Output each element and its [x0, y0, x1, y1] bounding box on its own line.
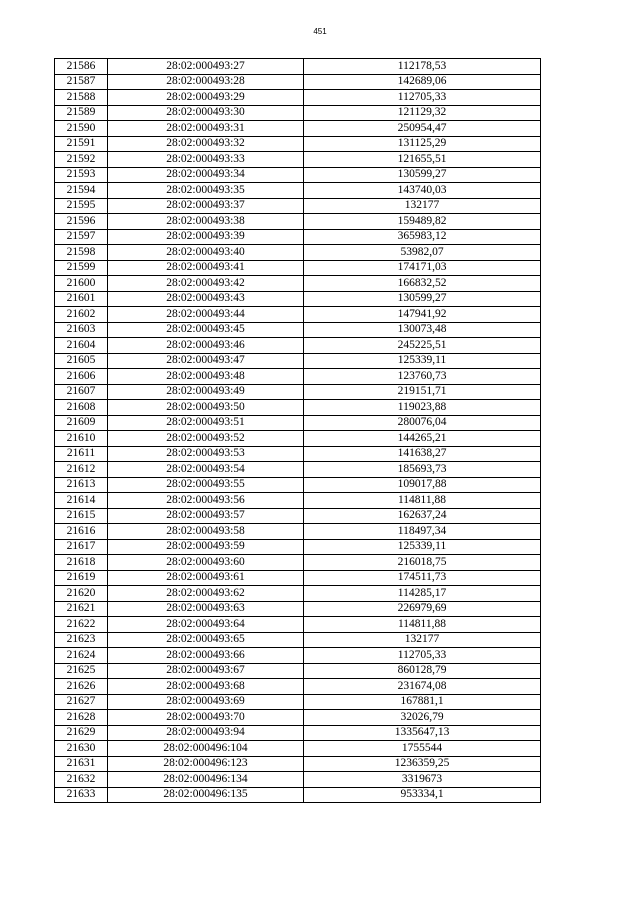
- table-row: [55, 462, 541, 478]
- table-row: [55, 245, 541, 261]
- value-cell: 112705,33: [304, 90, 541, 106]
- value-cell: 143740,03: [304, 183, 541, 199]
- row-number-cell: 21629: [55, 725, 108, 741]
- row-number-cell: 21623: [55, 632, 108, 648]
- row-number-cell: 21615: [55, 508, 108, 524]
- value-cell: 166832,52: [304, 276, 541, 292]
- value-cell: 1236359,25: [304, 756, 541, 772]
- cadastral-number-cell: 28:02:000493:60: [108, 555, 304, 571]
- value-cell: 125339,11: [304, 353, 541, 369]
- row-number-cell: 21627: [55, 694, 108, 710]
- table-body: [55, 59, 541, 803]
- cadastral-number-cell: 28:02:000493:64: [108, 617, 304, 633]
- table-row: [55, 369, 541, 385]
- table-row: [55, 152, 541, 168]
- table-row: [55, 74, 541, 90]
- cadastral-number-cell: 28:02:000493:27: [108, 59, 304, 75]
- table-row: [55, 787, 541, 803]
- table-row: [55, 415, 541, 431]
- table-row: [55, 136, 541, 152]
- table-row: [55, 741, 541, 757]
- value-cell: 231674,08: [304, 679, 541, 695]
- value-cell: 130599,27: [304, 167, 541, 183]
- row-number-cell: 21630: [55, 741, 108, 757]
- row-number-cell: 21614: [55, 493, 108, 509]
- value-cell: 159489,82: [304, 214, 541, 230]
- table-row: [55, 725, 541, 741]
- row-number-cell: 21632: [55, 772, 108, 788]
- row-number-cell: 21601: [55, 291, 108, 307]
- value-cell: 280076,04: [304, 415, 541, 431]
- value-cell: 147941,92: [304, 307, 541, 323]
- table-row: [55, 167, 541, 183]
- row-number-cell: 21595: [55, 198, 108, 214]
- cadastral-number-cell: 28:02:000493:42: [108, 276, 304, 292]
- cadastral-number-cell: 28:02:000493:48: [108, 369, 304, 385]
- row-number-cell: 21587: [55, 74, 108, 90]
- value-cell: 219151,71: [304, 384, 541, 400]
- cadastral-number-cell: 28:02:000493:44: [108, 307, 304, 323]
- table-row: [55, 291, 541, 307]
- table-row: [55, 508, 541, 524]
- table-row: [55, 586, 541, 602]
- cadastral-number-cell: 28:02:000493:70: [108, 710, 304, 726]
- page-number: 451: [313, 27, 327, 36]
- row-number-cell: 21633: [55, 787, 108, 803]
- table-row: [55, 322, 541, 338]
- cadastral-number-cell: 28:02:000493:65: [108, 632, 304, 648]
- row-number-cell: 21594: [55, 183, 108, 199]
- cadastral-number-cell: 28:02:000493:61: [108, 570, 304, 586]
- table-row: [55, 105, 541, 121]
- table-row: [55, 431, 541, 447]
- cadastral-number-cell: 28:02:000493:50: [108, 400, 304, 416]
- table-row: [55, 276, 541, 292]
- table-row: [55, 663, 541, 679]
- row-number-cell: 21622: [55, 617, 108, 633]
- cadastral-number-cell: 28:02:000493:33: [108, 152, 304, 168]
- table-row: [55, 772, 541, 788]
- cadastral-number-cell: 28:02:000493:29: [108, 90, 304, 106]
- value-cell: 121129,32: [304, 105, 541, 121]
- row-number-cell: 21625: [55, 663, 108, 679]
- cadastral-number-cell: 28:02:000493:31: [108, 121, 304, 137]
- value-cell: 1755544: [304, 741, 541, 757]
- value-cell: 860128,79: [304, 663, 541, 679]
- value-cell: 226979,69: [304, 601, 541, 617]
- cadastral-number-cell: 28:02:000493:41: [108, 260, 304, 276]
- value-cell: 141638,27: [304, 446, 541, 462]
- cadastral-number-cell: 28:02:000493:37: [108, 198, 304, 214]
- table-row: [55, 338, 541, 354]
- row-number-cell: 21591: [55, 136, 108, 152]
- table-row: [55, 601, 541, 617]
- table-row: [55, 756, 541, 772]
- row-number-cell: 21589: [55, 105, 108, 121]
- row-number-cell: 21606: [55, 369, 108, 385]
- cadastral-number-cell: 28:02:000493:58: [108, 524, 304, 540]
- cadastral-number-cell: 28:02:000493:32: [108, 136, 304, 152]
- row-number-cell: 21618: [55, 555, 108, 571]
- row-number-cell: 21617: [55, 539, 108, 555]
- cadastral-number-cell: 28:02:000496:135: [108, 787, 304, 803]
- value-cell: 123760,73: [304, 369, 541, 385]
- row-number-cell: 21599: [55, 260, 108, 276]
- row-number-cell: 21608: [55, 400, 108, 416]
- cadastral-number-cell: 28:02:000493:51: [108, 415, 304, 431]
- table-row: [55, 121, 541, 137]
- row-number-cell: 21620: [55, 586, 108, 602]
- table-row: [55, 384, 541, 400]
- value-cell: 114811,88: [304, 617, 541, 633]
- value-cell: 121655,51: [304, 152, 541, 168]
- cadastral-number-cell: 28:02:000493:68: [108, 679, 304, 695]
- value-cell: 3319673: [304, 772, 541, 788]
- row-number-cell: 21598: [55, 245, 108, 261]
- value-cell: 112705,33: [304, 648, 541, 664]
- cadastral-number-cell: 28:02:000493:40: [108, 245, 304, 261]
- row-number-cell: 21586: [55, 59, 108, 75]
- row-number-cell: 21621: [55, 601, 108, 617]
- value-cell: 953334,1: [304, 787, 541, 803]
- value-cell: 53982,07: [304, 245, 541, 261]
- row-number-cell: 21605: [55, 353, 108, 369]
- table-row: [55, 229, 541, 245]
- table-row: [55, 198, 541, 214]
- cadastral-number-cell: 28:02:000496:104: [108, 741, 304, 757]
- value-cell: 118497,34: [304, 524, 541, 540]
- row-number-cell: 21624: [55, 648, 108, 664]
- value-cell: 216018,75: [304, 555, 541, 571]
- cadastral-number-cell: 28:02:000496:134: [108, 772, 304, 788]
- row-number-cell: 21592: [55, 152, 108, 168]
- row-number-cell: 21600: [55, 276, 108, 292]
- cadastral-number-cell: 28:02:000493:49: [108, 384, 304, 400]
- cadastral-number-cell: 28:02:000493:62: [108, 586, 304, 602]
- data-table: [54, 58, 541, 803]
- table-row: [55, 710, 541, 726]
- row-number-cell: 21593: [55, 167, 108, 183]
- value-cell: 245225,51: [304, 338, 541, 354]
- table-row: [55, 555, 541, 571]
- value-cell: 144265,21: [304, 431, 541, 447]
- table-row: [55, 59, 541, 75]
- value-cell: 114285,17: [304, 586, 541, 602]
- row-number-cell: 21610: [55, 431, 108, 447]
- cadastral-number-cell: 28:02:000493:28: [108, 74, 304, 90]
- row-number-cell: 21607: [55, 384, 108, 400]
- value-cell: 167881,1: [304, 694, 541, 710]
- table-row: [55, 307, 541, 323]
- table-row: [55, 183, 541, 199]
- value-cell: 174171,03: [304, 260, 541, 276]
- row-number-cell: 21631: [55, 756, 108, 772]
- row-number-cell: 21612: [55, 462, 108, 478]
- cadastral-number-cell: 28:02:000493:94: [108, 725, 304, 741]
- value-cell: 131125,29: [304, 136, 541, 152]
- cadastral-number-cell: 28:02:000493:55: [108, 477, 304, 493]
- table-row: [55, 353, 541, 369]
- cadastral-number-cell: 28:02:000493:57: [108, 508, 304, 524]
- row-number-cell: 21619: [55, 570, 108, 586]
- row-number-cell: 21597: [55, 229, 108, 245]
- value-cell: 132177: [304, 632, 541, 648]
- table-row: [55, 539, 541, 555]
- row-number-cell: 21603: [55, 322, 108, 338]
- table-row: [55, 694, 541, 710]
- cadastral-number-cell: 28:02:000493:53: [108, 446, 304, 462]
- table-row: [55, 570, 541, 586]
- row-number-cell: 21616: [55, 524, 108, 540]
- value-cell: 114811,88: [304, 493, 541, 509]
- value-cell: 142689,06: [304, 74, 541, 90]
- table-row: [55, 446, 541, 462]
- cadastral-number-cell: 28:02:000496:123: [108, 756, 304, 772]
- value-cell: 32026,79: [304, 710, 541, 726]
- value-cell: 132177: [304, 198, 541, 214]
- row-number-cell: 21626: [55, 679, 108, 695]
- value-cell: 119023,88: [304, 400, 541, 416]
- cadastral-number-cell: 28:02:000493:45: [108, 322, 304, 338]
- value-cell: 250954,47: [304, 121, 541, 137]
- cadastral-number-cell: 28:02:000493:39: [108, 229, 304, 245]
- row-number-cell: 21604: [55, 338, 108, 354]
- cadastral-number-cell: 28:02:000493:46: [108, 338, 304, 354]
- cadastral-number-cell: 28:02:000493:56: [108, 493, 304, 509]
- table-row: [55, 400, 541, 416]
- cadastral-number-cell: 28:02:000493:54: [108, 462, 304, 478]
- table-row: [55, 260, 541, 276]
- cadastral-number-cell: 28:02:000493:38: [108, 214, 304, 230]
- row-number-cell: 21628: [55, 710, 108, 726]
- cadastral-number-cell: 28:02:000493:30: [108, 105, 304, 121]
- row-number-cell: 21588: [55, 90, 108, 106]
- row-number-cell: 21613: [55, 477, 108, 493]
- cadastral-number-cell: 28:02:000493:69: [108, 694, 304, 710]
- row-number-cell: 21590: [55, 121, 108, 137]
- table-row: [55, 617, 541, 633]
- value-cell: 365983,12: [304, 229, 541, 245]
- row-number-cell: 21596: [55, 214, 108, 230]
- value-cell: 109017,88: [304, 477, 541, 493]
- value-cell: 1335647,13: [304, 725, 541, 741]
- cadastral-number-cell: 28:02:000493:66: [108, 648, 304, 664]
- value-cell: 130073,48: [304, 322, 541, 338]
- value-cell: 174511,73: [304, 570, 541, 586]
- value-cell: 125339,11: [304, 539, 541, 555]
- cadastral-number-cell: 28:02:000493:34: [108, 167, 304, 183]
- table-row: [55, 632, 541, 648]
- cadastral-number-cell: 28:02:000493:47: [108, 353, 304, 369]
- row-number-cell: 21602: [55, 307, 108, 323]
- table-row: [55, 679, 541, 695]
- table-row: [55, 214, 541, 230]
- cadastral-number-cell: 28:02:000493:59: [108, 539, 304, 555]
- cadastral-number-cell: 28:02:000493:35: [108, 183, 304, 199]
- cadastral-number-cell: 28:02:000493:52: [108, 431, 304, 447]
- table-row: [55, 524, 541, 540]
- table-row: [55, 477, 541, 493]
- cadastral-number-cell: 28:02:000493:67: [108, 663, 304, 679]
- value-cell: 162637,24: [304, 508, 541, 524]
- row-number-cell: 21609: [55, 415, 108, 431]
- row-number-cell: 21611: [55, 446, 108, 462]
- cadastral-number-cell: 28:02:000493:43: [108, 291, 304, 307]
- table-row: [55, 648, 541, 664]
- value-cell: 185693,73: [304, 462, 541, 478]
- value-cell: 130599,27: [304, 291, 541, 307]
- table-row: [55, 493, 541, 509]
- table-row: [55, 90, 541, 106]
- value-cell: 112178,53: [304, 59, 541, 75]
- cadastral-number-cell: 28:02:000493:63: [108, 601, 304, 617]
